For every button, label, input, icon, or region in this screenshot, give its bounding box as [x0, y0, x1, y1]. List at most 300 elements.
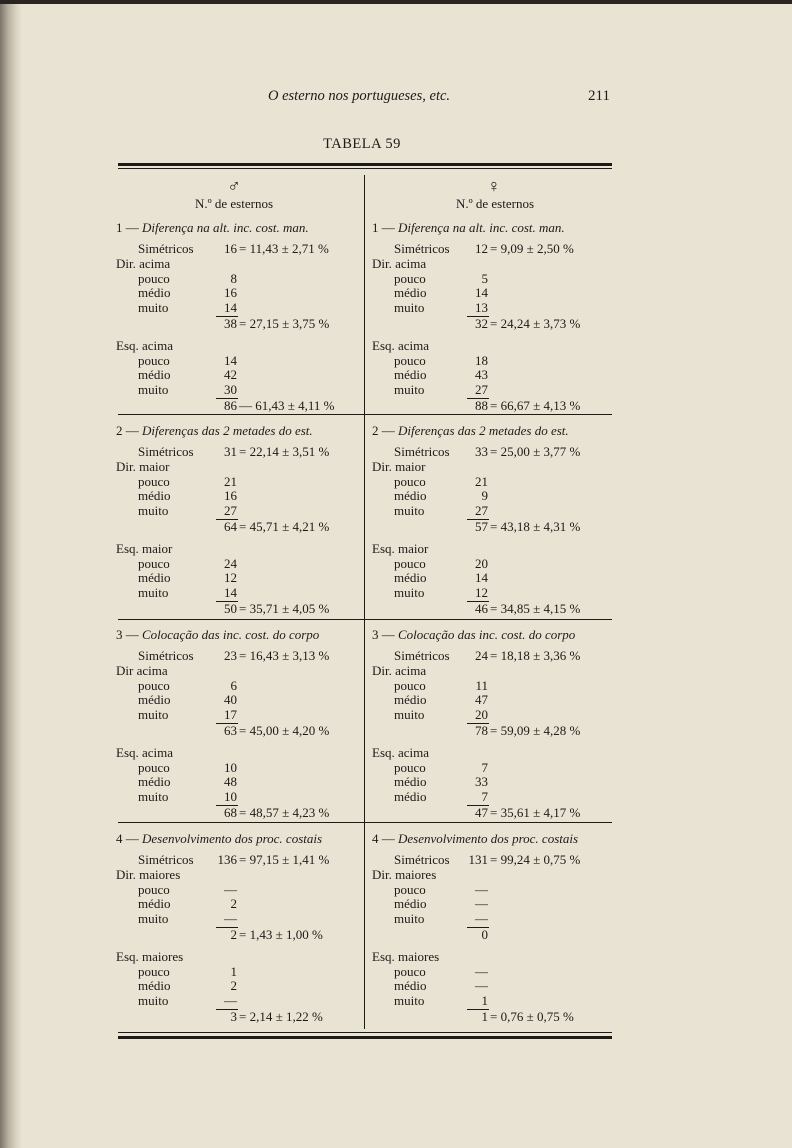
table-row: [372, 504, 618, 519]
row-label: médio: [138, 774, 171, 789]
row-label: médio: [394, 367, 427, 382]
symmetric-label: Simétricos: [394, 444, 450, 459]
group-total-result: = 2,14 ± 1,22 %: [239, 1009, 323, 1024]
row-count: 12: [224, 570, 237, 585]
group-total-row: [372, 602, 618, 618]
group-total-count: 64: [224, 519, 237, 534]
table-bottom-rule-thin: [118, 1032, 612, 1033]
row-label: muito: [394, 584, 425, 600]
symmetric-count: 131: [468, 852, 488, 867]
table-top-rule-thin: [118, 168, 612, 169]
group-total-count: 32: [475, 316, 488, 331]
symmetric-result: = 16,43 ± 3,13 %: [239, 648, 330, 663]
table-row: [372, 708, 618, 723]
group-label: Esq. maior: [116, 541, 173, 556]
group-label: Dir acima: [116, 663, 168, 678]
table-row: [372, 761, 618, 776]
group-label-row: [116, 746, 362, 761]
table-row: [116, 301, 362, 316]
row-count: 16: [224, 285, 237, 300]
section-title: [116, 220, 362, 236]
row-count: 1: [481, 992, 488, 1008]
row-count: 27: [475, 502, 488, 518]
table-row: [372, 775, 618, 790]
row-label: pouco: [394, 270, 426, 286]
row-label: muito: [138, 584, 169, 600]
symmetric-count: 136: [217, 852, 237, 867]
section-title: [372, 627, 618, 643]
symmetric-label: Simétricos: [138, 852, 194, 867]
table-row: [116, 557, 362, 572]
group-total-result: = 43,18 ± 4,31 %: [490, 519, 581, 534]
row-label: muito: [394, 992, 425, 1008]
row-label: pouco: [394, 352, 426, 368]
row-label: pouco: [138, 352, 170, 368]
section-number: 4 —: [372, 831, 395, 846]
table-row: [116, 383, 362, 398]
group-total-result: = 35,61 ± 4,17 %: [490, 805, 581, 820]
row-count: 24: [224, 555, 237, 571]
row-count: 7: [481, 759, 488, 775]
row-label: pouco: [394, 555, 426, 571]
group-label-row: [372, 257, 618, 272]
group-total-count: 2: [230, 927, 237, 942]
table-row: [372, 912, 618, 927]
group-label: Dir. maior: [116, 459, 170, 474]
group-label: Dir. maiores: [116, 867, 181, 882]
table-bottom-rule: [118, 1036, 612, 1039]
row-count: 14: [475, 570, 488, 585]
row-count: 30: [224, 381, 237, 397]
row-label: pouco: [138, 881, 170, 897]
group-label-row: [116, 868, 362, 883]
row-label: pouco: [138, 555, 170, 571]
row-count: 20: [475, 706, 488, 722]
symmetric-label: Simétricos: [138, 648, 194, 663]
group-total-result: = 45,71 ± 4,21 %: [239, 519, 330, 534]
table-row: [116, 790, 362, 805]
row-count: 9: [481, 488, 488, 503]
table-row: [372, 354, 618, 369]
section-title-text: Diferença na alt. inc. cost. man.: [142, 220, 309, 235]
row-label: médio: [394, 692, 427, 707]
table-row: [116, 979, 362, 994]
table-row: [372, 693, 618, 708]
column-header: N.º de esternos: [455, 196, 535, 211]
table-row: [372, 979, 618, 994]
row-label: pouco: [138, 963, 170, 979]
section-title: [372, 423, 618, 439]
row-count: 20: [475, 555, 488, 571]
row-label: pouco: [138, 759, 170, 775]
row-count: 17: [224, 706, 237, 722]
table-row: [116, 571, 362, 586]
symmetric-result: = 18,18 ± 3,36 %: [490, 648, 581, 663]
row-label: médio: [394, 978, 427, 993]
symmetric-count: 16: [224, 241, 237, 256]
table-row: [372, 368, 618, 383]
section-title-text: Desenvolvimento dos proc. costais: [142, 831, 323, 846]
row-count: 16: [224, 488, 237, 503]
group-label-row: [116, 542, 362, 557]
section-title-text: Colocação das inc. cost. do corpo: [398, 627, 576, 642]
row-count: 7: [481, 788, 488, 804]
row-count: —: [475, 978, 488, 993]
symmetric-label: Simétricos: [394, 241, 450, 256]
group-label-row: [372, 339, 618, 354]
row-label: muito: [138, 381, 169, 397]
page-binding-shadow: [0, 0, 22, 1148]
group-label-row: [116, 950, 362, 965]
row-label: pouco: [138, 677, 170, 693]
table-row: [116, 994, 362, 1009]
column-header: N.º de esternos: [194, 196, 274, 211]
group-label-row: [116, 257, 362, 272]
table-row: [372, 475, 618, 490]
table-row: [372, 489, 618, 504]
row-count: 2: [230, 896, 237, 911]
row-label: médio: [394, 896, 427, 911]
group-label-row: [372, 950, 618, 965]
table-title: [0, 136, 792, 153]
column-female: [372, 176, 618, 1026]
group-label: Esq. maior: [372, 541, 429, 556]
symmetric-label: Simétricos: [138, 241, 194, 256]
group-total-row: [372, 1010, 618, 1026]
table-row: [372, 286, 618, 301]
table-section: [372, 220, 618, 415]
table-row: [116, 475, 362, 490]
group-label-row: [372, 868, 618, 883]
row-label: pouco: [394, 473, 426, 489]
section-title: [372, 831, 618, 847]
column-male: [116, 176, 362, 1026]
symmetric-count: 12: [475, 241, 488, 256]
symmetric-row: [372, 851, 618, 868]
column-divider: [364, 175, 365, 1029]
row-label: muito: [138, 299, 169, 315]
row-label: médio: [138, 488, 171, 503]
group-label: Dir. maior: [372, 459, 426, 474]
group-label: Dir. acima: [372, 256, 427, 271]
section-number: 2 —: [372, 423, 395, 438]
symmetric-count: 33: [475, 444, 488, 459]
symmetric-row: [372, 647, 618, 664]
symmetric-row: [116, 647, 362, 664]
table-title-text: TABELA 59: [323, 136, 401, 152]
section-number: 3 —: [372, 627, 395, 642]
row-label: muito: [138, 992, 169, 1008]
group-label-row: [116, 339, 362, 354]
row-label: médio: [138, 570, 171, 585]
row-count: 27: [475, 381, 488, 397]
row-label: muito: [394, 706, 425, 722]
group-total-row: [372, 399, 618, 415]
table-row: [372, 586, 618, 601]
group-total-result: = 59,09 ± 4,28 %: [490, 723, 581, 738]
table-row: [116, 368, 362, 383]
row-label: médio: [394, 488, 427, 503]
group-label-row: [116, 460, 362, 475]
table-section: [116, 220, 362, 415]
row-count: —: [224, 881, 237, 897]
group-total-count: 50: [224, 601, 237, 616]
row-count: 14: [475, 285, 488, 300]
group-total-result: = 66,67 ± 4,13 %: [490, 398, 581, 413]
group-total-result: = 0,76 ± 0,75 %: [490, 1009, 574, 1024]
page-top-edge: [0, 0, 792, 4]
group-total-count: 1: [481, 1009, 488, 1024]
symmetric-row: [116, 443, 362, 460]
row-count: 33: [475, 774, 488, 789]
table-row: [372, 557, 618, 572]
row-label: pouco: [394, 759, 426, 775]
row-label: médio: [138, 978, 171, 993]
row-label: muito: [394, 502, 425, 518]
symmetric-row: [116, 851, 362, 868]
group-total-count: 68: [224, 805, 237, 820]
table-top-rule: [118, 163, 612, 166]
table-row: [116, 272, 362, 287]
group-label: Dir. acima: [372, 663, 427, 678]
table-section: [116, 831, 362, 1026]
row-count: 14: [224, 584, 237, 600]
page-number: 211: [588, 88, 610, 104]
symmetric-count: 24: [475, 648, 488, 663]
group-total-row: [372, 724, 618, 740]
table-row: [116, 761, 362, 776]
row-label: muito: [394, 381, 425, 397]
row-count: 10: [224, 788, 237, 804]
symmetric-row: [372, 240, 618, 257]
group-label: Esq. acima: [372, 745, 430, 760]
group-total-count: 86: [224, 398, 237, 413]
group-label-row: [372, 664, 618, 679]
table-row: [116, 708, 362, 723]
row-count: 21: [475, 473, 488, 489]
group-total-result: = 24,24 ± 3,73 %: [490, 316, 581, 331]
group-total-row: [116, 806, 362, 822]
table-row: [116, 693, 362, 708]
row-count: —: [224, 910, 237, 926]
section-title-text: Desenvolvimento dos proc. costais: [398, 831, 579, 846]
symmetric-result: = 9,09 ± 2,50 %: [490, 241, 574, 256]
table-row: [116, 679, 362, 694]
table-row: [372, 790, 618, 805]
group-label: Esq. acima: [372, 338, 430, 353]
row-count: —: [475, 881, 488, 897]
table-row: [116, 912, 362, 927]
group-total-count: 57: [475, 519, 488, 534]
row-count: 8: [230, 270, 237, 286]
section-title-text: Diferenças das 2 metades do est.: [398, 423, 569, 438]
row-count: 40: [224, 692, 237, 707]
symmetric-label: Simétricos: [394, 852, 450, 867]
row-label: médio: [138, 285, 171, 300]
symmetric-result: = 99,24 ± 0,75 %: [490, 852, 581, 867]
group-total-count: 0: [481, 927, 488, 942]
row-count: 14: [224, 299, 237, 315]
table-row: [372, 383, 618, 398]
section-number: 1 —: [372, 220, 395, 235]
group-total-count: 46: [475, 601, 488, 616]
table-row: [372, 272, 618, 287]
row-count: 13: [475, 299, 488, 315]
table-row: [372, 679, 618, 694]
group-total-count: 78: [475, 723, 488, 738]
row-label: muito: [138, 706, 169, 722]
row-count: 21: [224, 473, 237, 489]
row-count: 12: [475, 584, 488, 600]
symmetric-row: [116, 240, 362, 257]
table-row: [116, 965, 362, 980]
row-label: médio: [394, 788, 427, 804]
table-row: [372, 994, 618, 1009]
group-label-row: [372, 542, 618, 557]
table-section: [372, 831, 618, 1026]
group-total-row: [116, 928, 362, 944]
group-label-row: [372, 746, 618, 761]
row-label: pouco: [394, 881, 426, 897]
row-count: —: [224, 992, 237, 1008]
group-total-result: = 34,85 ± 4,15 %: [490, 601, 581, 616]
table-row: [116, 354, 362, 369]
table-row: [372, 965, 618, 980]
group-label-row: [372, 460, 618, 475]
section-number: 4 —: [116, 831, 139, 846]
male-symbol: ♂: [227, 176, 241, 196]
row-label: médio: [394, 285, 427, 300]
row-label: muito: [138, 910, 169, 926]
symmetric-count: 31: [224, 444, 237, 459]
row-label: médio: [138, 692, 171, 707]
section-title-text: Colocação das inc. cost. do corpo: [142, 627, 320, 642]
section-title-text: Diferença na alt. inc. cost. man.: [398, 220, 565, 235]
group-total-result: = 45,00 ± 4,20 %: [239, 723, 330, 738]
row-label: pouco: [394, 963, 426, 979]
table-section: [372, 423, 618, 618]
group-total-count: 63: [224, 723, 237, 738]
group-total-result: = 35,71 ± 4,05 %: [239, 601, 330, 616]
group-total-result: = 27,15 ± 3,75 %: [239, 316, 330, 331]
group-label: Dir. acima: [116, 256, 171, 271]
row-label: médio: [138, 896, 171, 911]
row-label: muito: [138, 788, 169, 804]
symmetric-result: = 25,00 ± 3,77 %: [490, 444, 581, 459]
group-total-row: [372, 520, 618, 536]
row-label: muito: [138, 502, 169, 518]
section-title: [116, 423, 362, 439]
symmetric-result: = 11,43 ± 2,71 %: [239, 241, 329, 256]
row-label: muito: [394, 910, 425, 926]
row-label: médio: [394, 570, 427, 585]
row-label: muito: [394, 299, 425, 315]
group-label: Esq. maiores: [116, 949, 184, 964]
table-row: [372, 897, 618, 912]
group-total-count: 88: [475, 398, 488, 413]
group-total-row: [372, 928, 618, 944]
symmetric-row: [372, 443, 618, 460]
row-count: 6: [230, 677, 237, 693]
running-head: O esterno nos portugueses, etc.: [268, 88, 451, 104]
group-total-count: 3: [230, 1009, 237, 1024]
group-total-count: 38: [224, 316, 237, 331]
row-label: pouco: [138, 270, 170, 286]
row-count: 2: [230, 978, 237, 993]
table-row: [116, 775, 362, 790]
symmetric-result: = 97,15 ± 1,41 %: [239, 852, 330, 867]
section-title: [372, 220, 618, 236]
row-count: 47: [475, 692, 488, 707]
group-label: Esq. maiores: [372, 949, 440, 964]
table-section: [372, 627, 618, 822]
row-count: 14: [224, 352, 237, 368]
group-total-result: = 1,43 ± 1,00 %: [239, 927, 323, 942]
row-count: —: [475, 963, 488, 979]
row-label: pouco: [138, 473, 170, 489]
row-count: 1: [230, 963, 237, 979]
row-count: 42: [224, 367, 237, 382]
table-section: [116, 627, 362, 822]
group-label: Esq. acima: [116, 745, 174, 760]
row-count: 27: [224, 502, 237, 518]
table-row: [372, 883, 618, 898]
table-row: [116, 897, 362, 912]
table-section: [116, 423, 362, 618]
row-label: pouco: [394, 677, 426, 693]
group-total-row: [116, 602, 362, 618]
table-row: [372, 301, 618, 316]
table-row: [372, 571, 618, 586]
row-count: 10: [224, 759, 237, 775]
symmetric-count: 23: [224, 648, 237, 663]
table-row: [116, 286, 362, 301]
section-title: [116, 831, 362, 847]
group-label: Esq. acima: [116, 338, 174, 353]
group-total-row: [116, 724, 362, 740]
row-count: —: [475, 896, 488, 911]
female-symbol: ♀: [487, 176, 501, 196]
table-row: [116, 504, 362, 519]
group-label: Dir. maiores: [372, 867, 437, 882]
row-count: 18: [475, 352, 488, 368]
symmetric-label: Simétricos: [138, 444, 194, 459]
section-number: 3 —: [116, 627, 139, 642]
section-title-text: Diferenças das 2 metades do est.: [142, 423, 313, 438]
group-total-row: [116, 520, 362, 536]
section-title: [116, 627, 362, 643]
row-count: 43: [475, 367, 488, 382]
group-total-result: — 61,43 ± 4,11 %: [239, 398, 335, 413]
table-row: [116, 586, 362, 601]
row-label: médio: [138, 367, 171, 382]
row-count: 11: [475, 677, 488, 693]
row-count: 5: [481, 270, 488, 286]
group-total-result: = 48,57 ± 4,23 %: [239, 805, 330, 820]
section-number: 2 —: [116, 423, 139, 438]
group-total-row: [116, 317, 362, 333]
row-label: médio: [394, 774, 427, 789]
group-label-row: [116, 664, 362, 679]
section-number: 1 —: [116, 220, 139, 235]
row-count: 48: [224, 774, 237, 789]
group-total-row: [116, 1010, 362, 1026]
group-total-row: [372, 806, 618, 822]
row-count: —: [475, 910, 488, 926]
symmetric-result: = 22,14 ± 3,51 %: [239, 444, 330, 459]
table-row: [116, 489, 362, 504]
group-total-count: 47: [475, 805, 488, 820]
